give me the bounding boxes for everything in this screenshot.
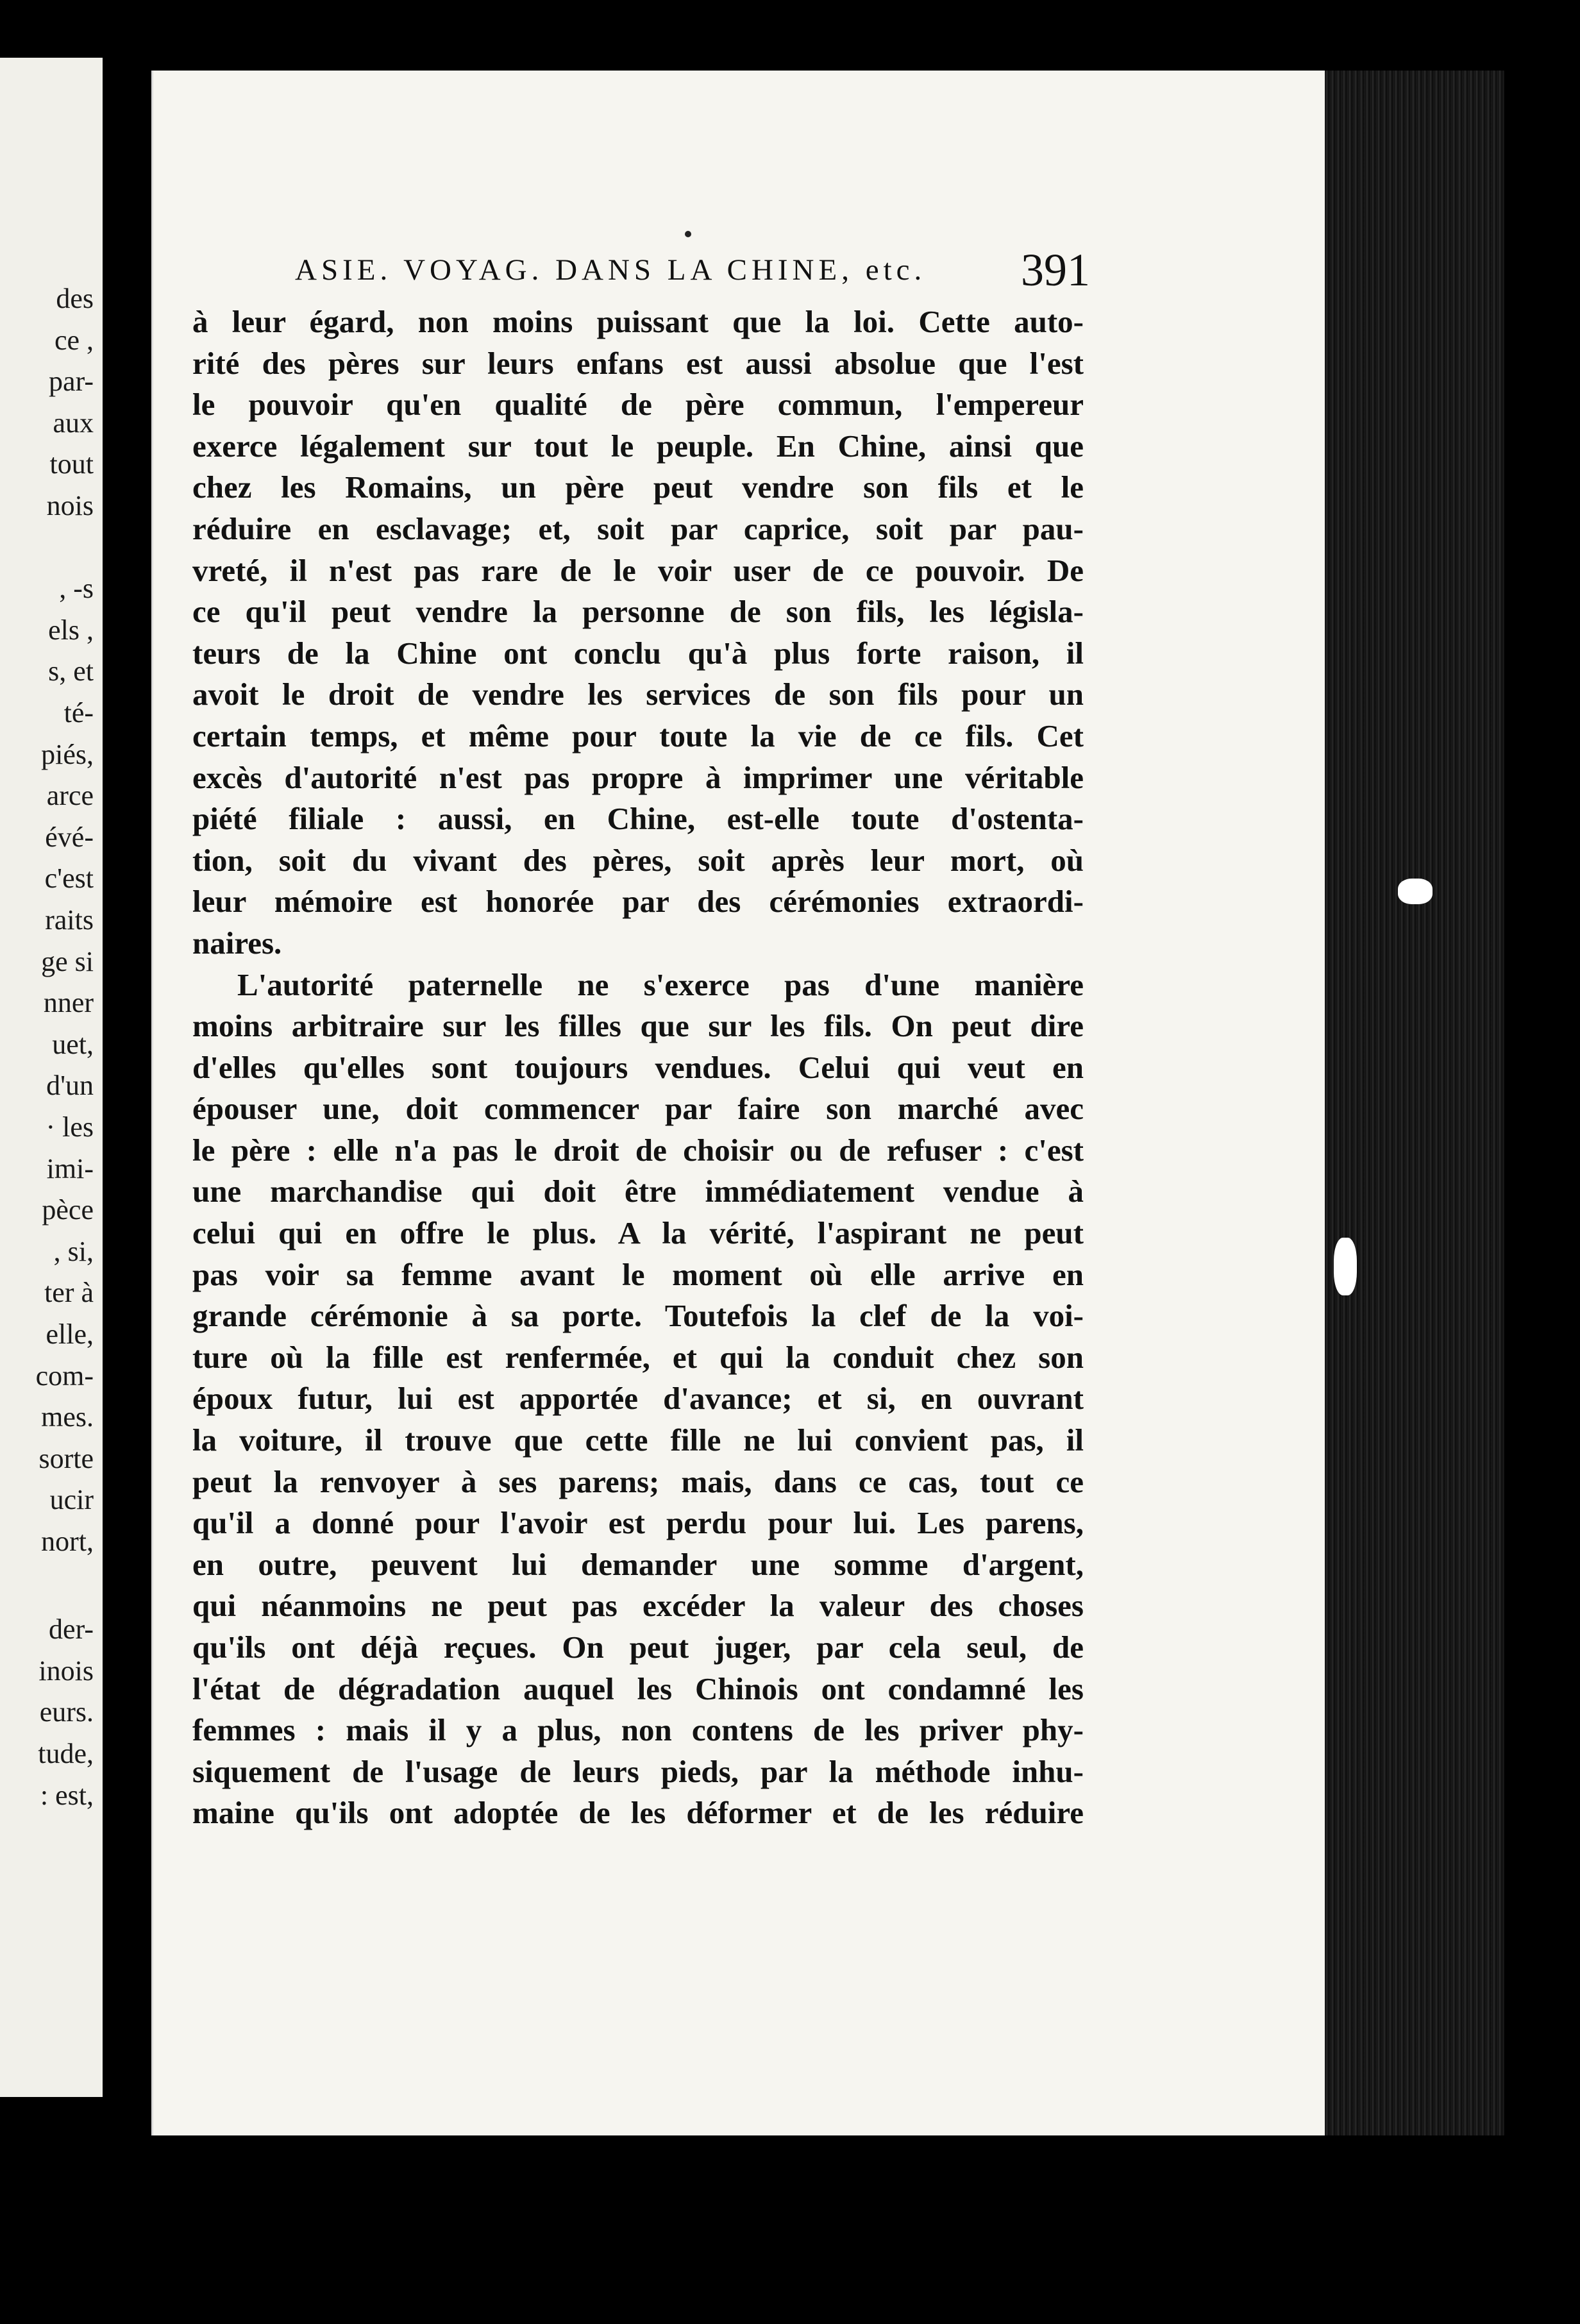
left-page-line: inois: [38, 1655, 94, 1687]
left-page-line: : est,: [40, 1779, 94, 1811]
text-line: teurs de la Chine ont conclu qu'à plus forte raison, il: [192, 635, 1084, 671]
left-page-line: arce: [46, 780, 94, 812]
text-line: qu'il a donné pour l'avoir est perdu pour lui. Les parens,: [192, 1505, 1084, 1541]
text-line: la voiture, il trouve que cette fille ne lui convient pas, il: [192, 1422, 1084, 1458]
text-line: pas voir sa femme avant le moment où elle arrive en: [192, 1256, 1084, 1292]
text-line: piété filiale : aussi, en Chine, est-elle toute d'ostenta-: [192, 801, 1084, 837]
left-page-line: · les: [46, 1111, 94, 1143]
left-page-line: ge si: [41, 945, 94, 977]
left-page-line: ce ,: [54, 324, 94, 356]
left-page-line: uet,: [52, 1028, 94, 1060]
left-page-line: mes.: [41, 1401, 94, 1433]
left-page-line: aux: [53, 407, 94, 439]
running-head-title: ASIE. VOYAG. DANS LA CHINE, etc.: [295, 253, 927, 287]
text-line: d'elles qu'elles sont toujours vendues. Celui qui veut en: [192, 1049, 1084, 1085]
left-page-line: s, et: [48, 655, 94, 687]
left-page-line: nois: [46, 490, 94, 521]
text-line: exerce légalement sur tout le peuple. En Chine, ainsi que: [192, 428, 1084, 464]
ink-dot: [685, 231, 691, 237]
left-page-line: c'est: [44, 863, 94, 895]
left-page-line: com-: [35, 1360, 94, 1392]
text-line: rité des pères sur leurs enfans est aussi absolue que l'est: [192, 345, 1084, 381]
left-page-line: , -s: [59, 573, 94, 605]
left-page-line: tout: [49, 448, 94, 480]
text-line: moins arbitraire sur les filles que sur les fils. On peut dire: [192, 1008, 1084, 1044]
left-page-line: nort,: [41, 1526, 94, 1557]
body-text: [192, 301, 1084, 1834]
text-line: excès d'autorité n'est pas propre à imprimer une véritable: [192, 759, 1084, 795]
paper-speck: [1398, 879, 1433, 904]
left-page-line: raits: [45, 904, 94, 936]
left-page-line: , si,: [53, 1235, 94, 1267]
text-line: certain temps, et même pour toute la vie de ce fils. Cet: [192, 718, 1084, 754]
text-line: en outre, peuvent lui demander une somme d'argent,: [192, 1546, 1084, 1582]
left-page-line: els ,: [48, 614, 94, 646]
text-line: L'autorité paternelle ne s'exerce pas d'une manière: [237, 966, 1084, 1002]
text-line: le pouvoir qu'en qualité de père commun, l'empereur: [192, 387, 1084, 423]
text-line: tion, soit du vivant des pères, soit après leur mort, où: [192, 842, 1084, 878]
text-line: époux futur, lui est apportée d'avance; et si, en ouvrant: [192, 1381, 1084, 1417]
text-line: une marchandise qui doit être immédiatement vendue à: [192, 1174, 1084, 1209]
left-page-line: imi-: [46, 1152, 94, 1184]
text-line: peut la renvoyer à ses parens; mais, dans ce cas, tout ce: [192, 1463, 1084, 1499]
text-line: le père : elle n'a pas le droit de choisir ou de refuser : c'est: [192, 1132, 1084, 1168]
text-line: maine qu'ils ont adoptée de les déformer et de les réduire: [192, 1795, 1084, 1831]
text-line: siquement de l'usage de leurs pieds, par la méthode inhu-: [192, 1753, 1084, 1789]
left-page-line: tude,: [38, 1738, 94, 1769]
left-page-fragment: [0, 58, 103, 2097]
left-page-line: der-: [49, 1613, 94, 1646]
text-line: grande cérémonie à sa porte. Toutefois la clef de la voi-: [192, 1298, 1084, 1334]
text-line: ture où la fille est renfermée, et qui la conduit chez son: [192, 1339, 1084, 1375]
text-line: leur mémoire est honorée par des cérémonies extraordi-: [192, 884, 1084, 920]
text-line: qu'ils ont déjà reçues. On peut juger, par cela seul, de: [192, 1629, 1084, 1665]
left-page-line: ter à: [44, 1277, 94, 1309]
text-line: épouser une, doit commencer par faire son marché avec: [192, 1091, 1084, 1127]
left-page-line: pèce: [42, 1194, 94, 1226]
paper-speck: [1334, 1238, 1357, 1295]
text-line: avoit le droit de vendre les services de son fils pour un: [192, 677, 1084, 712]
text-line: celui qui en offre le plus. A la vérité, l'aspirant ne peut: [192, 1215, 1084, 1251]
text-line: à leur égard, non moins puissant que la loi. Cette auto-: [192, 304, 1084, 339]
left-page-line: par-: [49, 366, 94, 398]
left-page-line: des: [56, 283, 94, 314]
text-line: vreté, il n'est pas rare de le voir user de ce pouvoir. De: [192, 552, 1084, 588]
text-line: ce qu'il peut vendre la personne de son fils, les législa-: [192, 594, 1084, 630]
text-line: naires.: [192, 925, 282, 961]
text-line: chez les Romains, un père peut vendre son fils et le: [192, 469, 1084, 505]
text-line: réduire en esclavage; et, soit par caprice, soit par pau-: [192, 510, 1084, 546]
left-page-line: elle,: [46, 1318, 94, 1350]
left-page-line: eurs.: [39, 1696, 94, 1728]
page-number: 391: [1021, 244, 1090, 296]
running-head: [295, 244, 1090, 301]
text-line: femmes : mais il y a plus, non contens de les priver phy-: [192, 1712, 1084, 1748]
left-page-line: sorte: [38, 1442, 94, 1474]
left-page-line: piés,: [41, 738, 94, 770]
left-page-line: d'un: [46, 1070, 94, 1102]
left-page-line: nner: [43, 987, 94, 1019]
left-page-line: ucir: [49, 1484, 94, 1516]
text-line: l'état de dégradation auquel les Chinois ont condamné les: [192, 1671, 1084, 1706]
left-page-line: évé-: [45, 821, 94, 853]
page-edges: [1325, 71, 1504, 2135]
text-line: qui néanmoins ne peut pas excéder la valeur des choses: [192, 1588, 1084, 1624]
left-page-line: té-: [63, 697, 94, 728]
